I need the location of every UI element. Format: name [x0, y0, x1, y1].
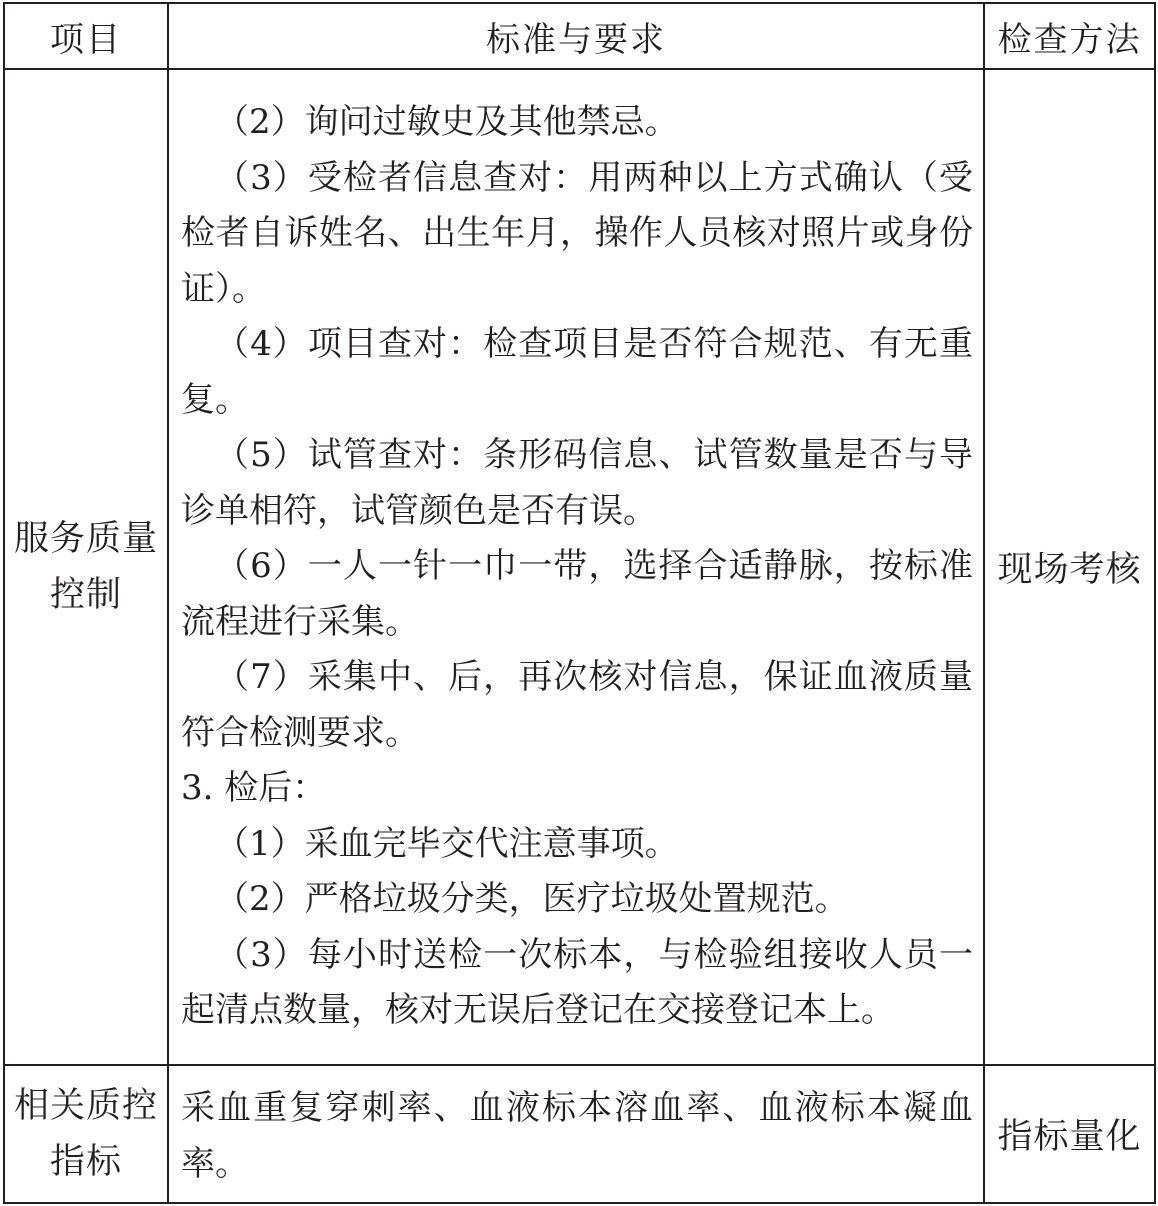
header-method: 检查方法 — [984, 3, 1155, 69]
table-header-row — [4, 3, 1155, 69]
standard-paragraph: （3）受检者信息查对：用两种以上方式确认（受检者自诉姓名、出生年月，操作人员核对照片或身份证）。 — [181, 157, 973, 309]
method-cell: 指标量化 — [984, 1065, 1155, 1203]
standard-paragraph: （6）一人一针一巾一带，选择合适静脉，按标准流程进行采集。 — [181, 546, 973, 642]
standard-paragraph: （2）严格垃圾分类，医疗垃圾处置规范。 — [215, 879, 849, 919]
standard-paragraph: （3）每小时送检一次标本，与检验组接收人员一起清点数量，核对无误后登记在交接登记本上。 — [181, 934, 973, 1030]
header-item: 项目 — [4, 3, 168, 69]
indicator-text: 采血重复穿刺率、血液标本溶血率、血液标本凝血率。 — [181, 1088, 973, 1184]
standard-paragraph: （1）采血完毕交代注意事项。 — [215, 823, 679, 864]
item-label-line: 控制 — [49, 575, 122, 615]
item-label-line: 指标 — [49, 1142, 122, 1182]
item-label-line: 相关质控 — [13, 1086, 158, 1126]
standard-paragraph: （7）采集中、后，再次核对信息，保证血液质量符合检测要求。 — [181, 657, 973, 753]
table-row — [4, 69, 1155, 1065]
item-cell — [4, 69, 168, 1065]
standard-paragraph: （4）项目查对：检查项目是否符合规范、有无重复。 — [181, 324, 973, 420]
item-cell — [4, 1065, 168, 1203]
quality-standard-table — [3, 2, 1156, 1204]
standard-paragraph: （2）询问过敏史及其他禁忌。 — [215, 102, 679, 142]
standard-paragraph: （5）试管查对：条形码信息、试管数量是否与导诊单相符，试管颜色是否有误。 — [181, 435, 973, 531]
item-label-line: 服务质量 — [13, 519, 158, 559]
standard-cell — [168, 69, 984, 1065]
table-row — [4, 1065, 1155, 1203]
header-standard: 标准与要求 — [168, 3, 984, 69]
method-cell: 现场考核 — [984, 69, 1155, 1065]
standard-cell — [168, 1065, 984, 1203]
section-heading: 3. 检后： — [181, 768, 327, 808]
